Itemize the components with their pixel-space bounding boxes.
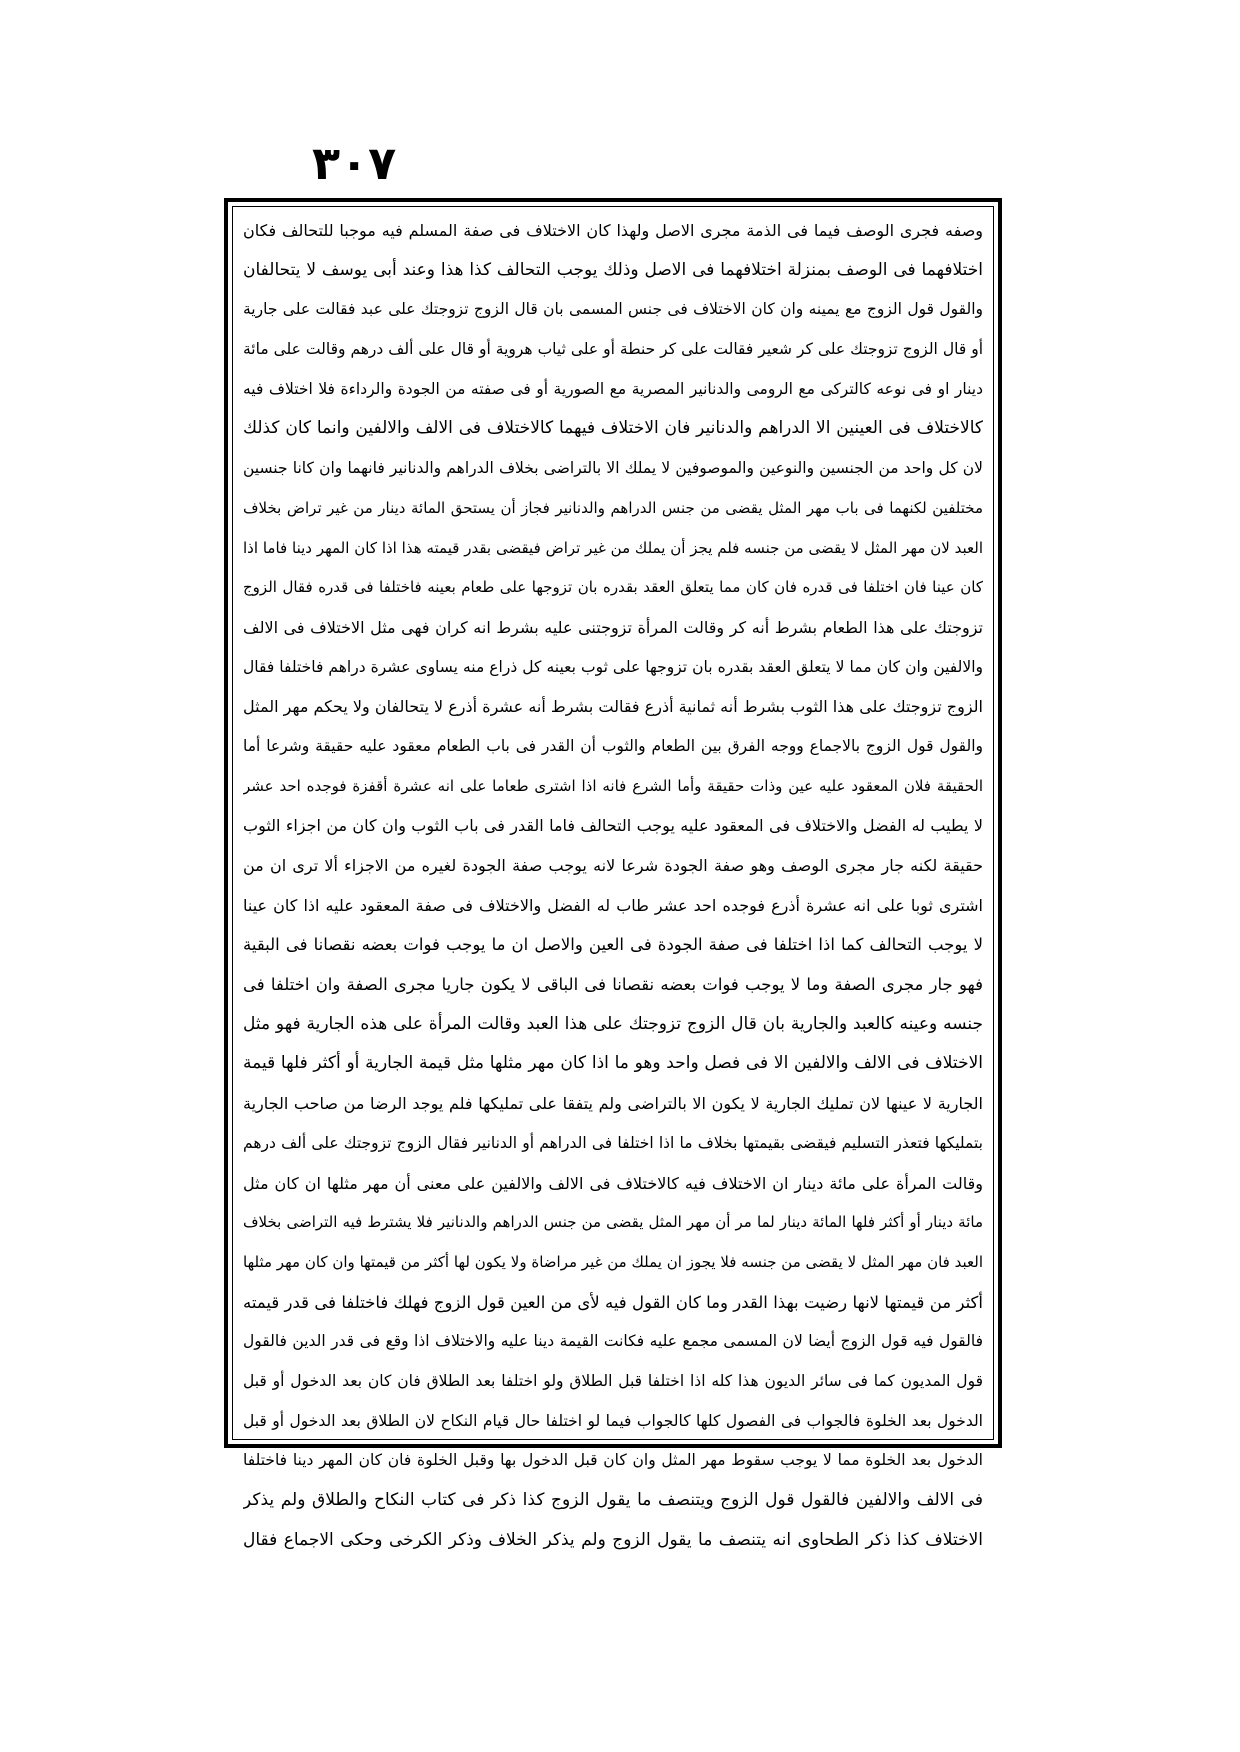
text-line: فالقول فيه قول الزوج أيضا لان المسمى مجمع عليه فكانت القيمة دينا عليه والاختلاف اذا وقع فى قدر الدين فالقول bbox=[243, 1332, 983, 1351]
text-line: تزوجتك على هذا الطعام بشرط أنه كر وقالت المرأة تزوجتنى عليه بشرط انه كران فهى مثل الاختلاف فى الالف bbox=[243, 617, 983, 637]
text-line: والقول قول الزوج مع يمينه وان كان الاختلاف فى جنس المسمى بان قال الزوج تزوجتك على عبد فقالت على جارية bbox=[243, 300, 983, 319]
text-line: وقالت المرأة على مائة دينار ان الاختلاف فيه كالاختلاف فى الالف والالفين على معنى أن مهر مثلها ان كان مثل bbox=[243, 1173, 983, 1193]
text-line: قول المديون كما فى سائر الديون هذا كله اذا اختلفا قبل الطلاق ولو اختلفا بعد الطلاق فان كان بعد الدخول أو قبل bbox=[243, 1371, 983, 1390]
text-line: لان كل واحد من الجنسين والنوعين والموصوفين لا يملك الا بالتراضى بخلاف الدراهم والدنانير فانهما وان كانا جنسين bbox=[243, 459, 983, 478]
text-line: مختلفين لكنهما فى باب مهر المثل يقضى من جنس الدراهم والدنانير فجاز أن يستحق المائة دينار من غير تراض بخلاف bbox=[243, 498, 983, 517]
text-line: لا يطيب له الفضل والاختلاف فى المعقود عليه يوجب التحالف فاما القدر فى باب الثوب وان كان من اجزاء الثوب bbox=[243, 816, 983, 836]
text-line: والالفين وان كان مما لا يتعلق العقد بقدره بان تزوجها على ثوب بعينه كل ذراع منه يساوى عشرة دراهم فاختلفا فقال bbox=[243, 657, 983, 676]
text-line: العبد لان مهر المثل لا يقضى من جنسه فلم يجز أن يملك من غير تراض فيقضى بقدر قيمته هذا اذا كان المهر دينا فاما اذا bbox=[243, 538, 983, 557]
text-line: دينار او فى نوعه كالتركى مع الرومى والدنانير المصرية مع الصورية أو فى صفته من الجودة والرداءة فلا اختلاف فيه bbox=[243, 379, 983, 398]
text-line: كان عينا فان اختلفا فى قدره فان كان مما يتعلق العقد بقدره بان تزوجها على طعام بعينه فاختلفا فى قدره فقال الزوج bbox=[243, 578, 983, 597]
text-line: الدخول بعد الخلوة مما لا يوجب سقوط مهر المثل وان كان قبل الدخول بها وقبل الخلوة فان كان المهر دينا فاختلفا bbox=[243, 1451, 983, 1470]
text-line: اختلافهما فى الوصف بمنزلة اختلافهما فى الاصل وذلك يوجب التحالف كذا هذا وعند أبى يوسف لا يتحالفان bbox=[243, 259, 983, 280]
text-line: جنسه وعينه كالعبد والجارية بان قال الزوج تزوجتك على هذا العبد وقالت المرأة على هذه الجارية فهو مثل bbox=[243, 1013, 983, 1034]
text-line: والقول قول الزوج بالاجماع ووجه الفرق بين الطعام والثوب أن القدر فى باب الطعام معقود عليه حقيقة وشرعا أما bbox=[243, 736, 983, 755]
page-number: ٣٠٧ bbox=[312, 136, 397, 190]
text-line: العبد فان مهر المثل لا يقضى من جنسه فلا يجوز ان يملك من غير مراضاة ولا يكون لها أكثر من قيمتها وان كان مهر مثلها bbox=[243, 1252, 983, 1271]
text-line: حقيقة لكنه جار مجرى الوصف وهو صفة الجودة شرعا لانه يوجب صفة الجودة لغيره من الاجزاء ألا ترى ان من bbox=[243, 856, 983, 875]
text-body bbox=[232, 206, 994, 1550]
text-line: الدخول بعد الخلوة فالجواب فى الفصول كلها كالجواب فيما لو اختلفا حال قيام النكاح لان الطلاق بعد الدخول أو قبل bbox=[243, 1411, 983, 1430]
text-line: أكثر من قيمتها لانها رضيت بهذا القدر وما كان القول فيه لأى من العين قول الزوج فهلك فاختلفا فى قدر قيمته bbox=[243, 1292, 983, 1312]
text-line: مائة دينار أو أكثر فلها المائة دينار لما مر أن مهر المثل يقضى من جنس الدراهم والدنانير فلا يشترط فيه التراضى بخلاف bbox=[243, 1213, 983, 1232]
text-line: الحقيقة فلان المعقود عليه عين وذات حقيقة وأما الشرع فانه اذا اشترى طعاما على انه عشرة أقفزة فوجده احد عشر bbox=[243, 776, 983, 795]
text-line: كالاختلاف فى العينين الا الدراهم والدنانير فان الاختلاف فيهما كالاختلاف فى الالف والالفين وانما كان كذلك bbox=[243, 418, 983, 439]
text-line: أو قال الزوج تزوجتك على كر شعير فقالت على كر حنطة أو على ثياب هروية أو قال على ألف درهم وقالت على مائة bbox=[243, 340, 983, 359]
text-line: اشترى ثوبا على انه عشرة أذرع فوجده احد عشر طاب له الفضل والاختلاف فى صفة المعقود عليه اذا كان عينا bbox=[243, 895, 983, 915]
text-line: الاختلاف كذا ذكر الطحاوى انه يتنصف ما يقول الزوج ولم يذكر الخلاف وذكر الكرخى وحكى الاجماع فقال bbox=[243, 1529, 983, 1550]
text-line: الزوج تزوجتك على هذا الثوب بشرط أنه ثمانية أذرع فقالت بشرط أنه عشرة أذرع لا يتحالفان ولا يحكم مهر المثل bbox=[243, 697, 983, 717]
text-line: الاختلاف فى الالف والالفين الا فى فصل واحد وهو ما اذا كان مهر مثلها مثل قيمة الجارية أو أكثر فلها قيمة bbox=[243, 1053, 983, 1074]
text-line: وصفه فجرى الوصف فيما فى الذمة مجرى الاصل ولهذا كان الاختلاف فى صفة المسلم فيه موجبا للتحالف فكان bbox=[243, 221, 983, 240]
text-line: بتمليكها فتعذر التسليم فيقضى بقيمتها بخلاف ما اذا اختلفا فى الدراهم أو الدنانير فقال الزوج تزوجتك على ألف درهم bbox=[243, 1133, 983, 1152]
text-line: فى الالف والالفين فالقول قول الزوج ويتنصف ما يقول الزوج كذا ذكر فى كتاب النكاح والطلاق ولم يذكر bbox=[243, 1490, 983, 1510]
text-line: الجارية لا عينها لان تمليك الجارية لا يكون الا بالتراضى ولم يتفقا على تمليكها فلم يوجد الرضا من صاحب الجارية bbox=[243, 1094, 983, 1114]
text-line: فهو جار مجرى الصفة وما لا يوجب فوات بعضه نقصانا فى الباقى لا يكون جاريا مجرى الصفة وان اختلفا فى bbox=[243, 975, 983, 995]
text-line: لا يوجب التحالف كما اذا اختلفا فى صفة الجودة فى العين والاصل ان ما يوجب فوات بعضه نقصانا فى البقية bbox=[243, 935, 983, 955]
